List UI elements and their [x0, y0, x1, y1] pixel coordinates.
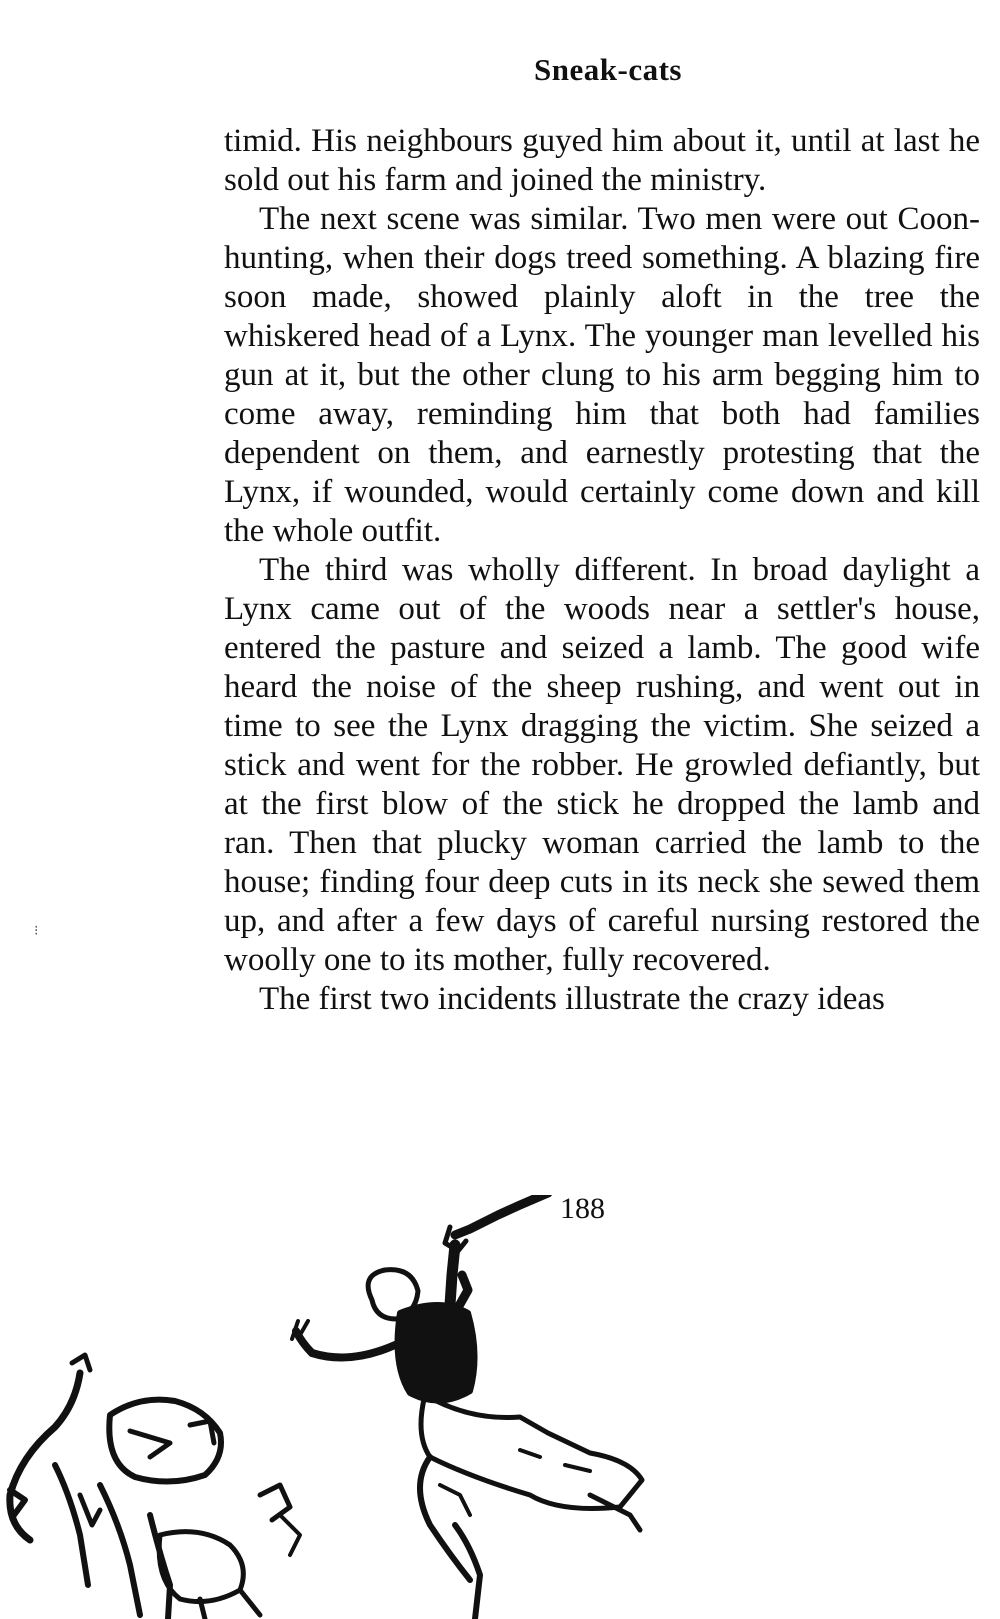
woman-body — [398, 1305, 475, 1401]
lamb-icon — [159, 1532, 243, 1602]
paragraph-incidents: The first two incidents illustrate the crazy ideas — [259, 981, 885, 1017]
paragraph-settler-lamb: The third was wholly different. In broad daylight a Lynx came out of the woods near a settler's house, entered the pasture and seized a lamb. The good wife heard the noise of the sheep rushing, and went out in time to see the Lynx dragging the victim. She seized a stick and went for the robber. He growled defiantly, but at the first blow of the stick he dropped the lamb and ran. Then that plucky woman carried the lamb to the house; finding four deep cuts in its neck she sewed them up, and after a few days of careful nursing restored the woolly one to its mother, fully recovered. — [224, 552, 980, 978]
running-head — [0, 52, 1000, 88]
ink-speck: ⁝ — [34, 924, 39, 939]
page-number: 188 — [560, 1192, 605, 1225]
running-title: Sneak-cats — [534, 52, 682, 87]
body-text — [224, 122, 980, 1019]
paragraph-continued: timid. His neighbours guyed him about it, until at last he sold out his farm and joined the ministry. — [224, 123, 980, 198]
woman-with-stick-lynx-lamb-illustration — [0, 1195, 700, 1619]
stick-icon — [455, 1195, 548, 1235]
paragraph-coon-hunting: The next scene was similar. Two men were out Coon-hunting, when their dogs treed something. A blazing fire soon made, showed plainly aloft in the tree the whiskered head of a Lynx. The younger man levelled his gun at it, but the other clung to his arm begging him to come away, reminding him that both had families dependent on them, and earnestly protesting that the Lynx, if wounded, would certainly come down and kill the whole outfit. — [224, 201, 980, 549]
woman-arm — [450, 1245, 455, 1305]
lynx-icon — [10, 1373, 80, 1540]
